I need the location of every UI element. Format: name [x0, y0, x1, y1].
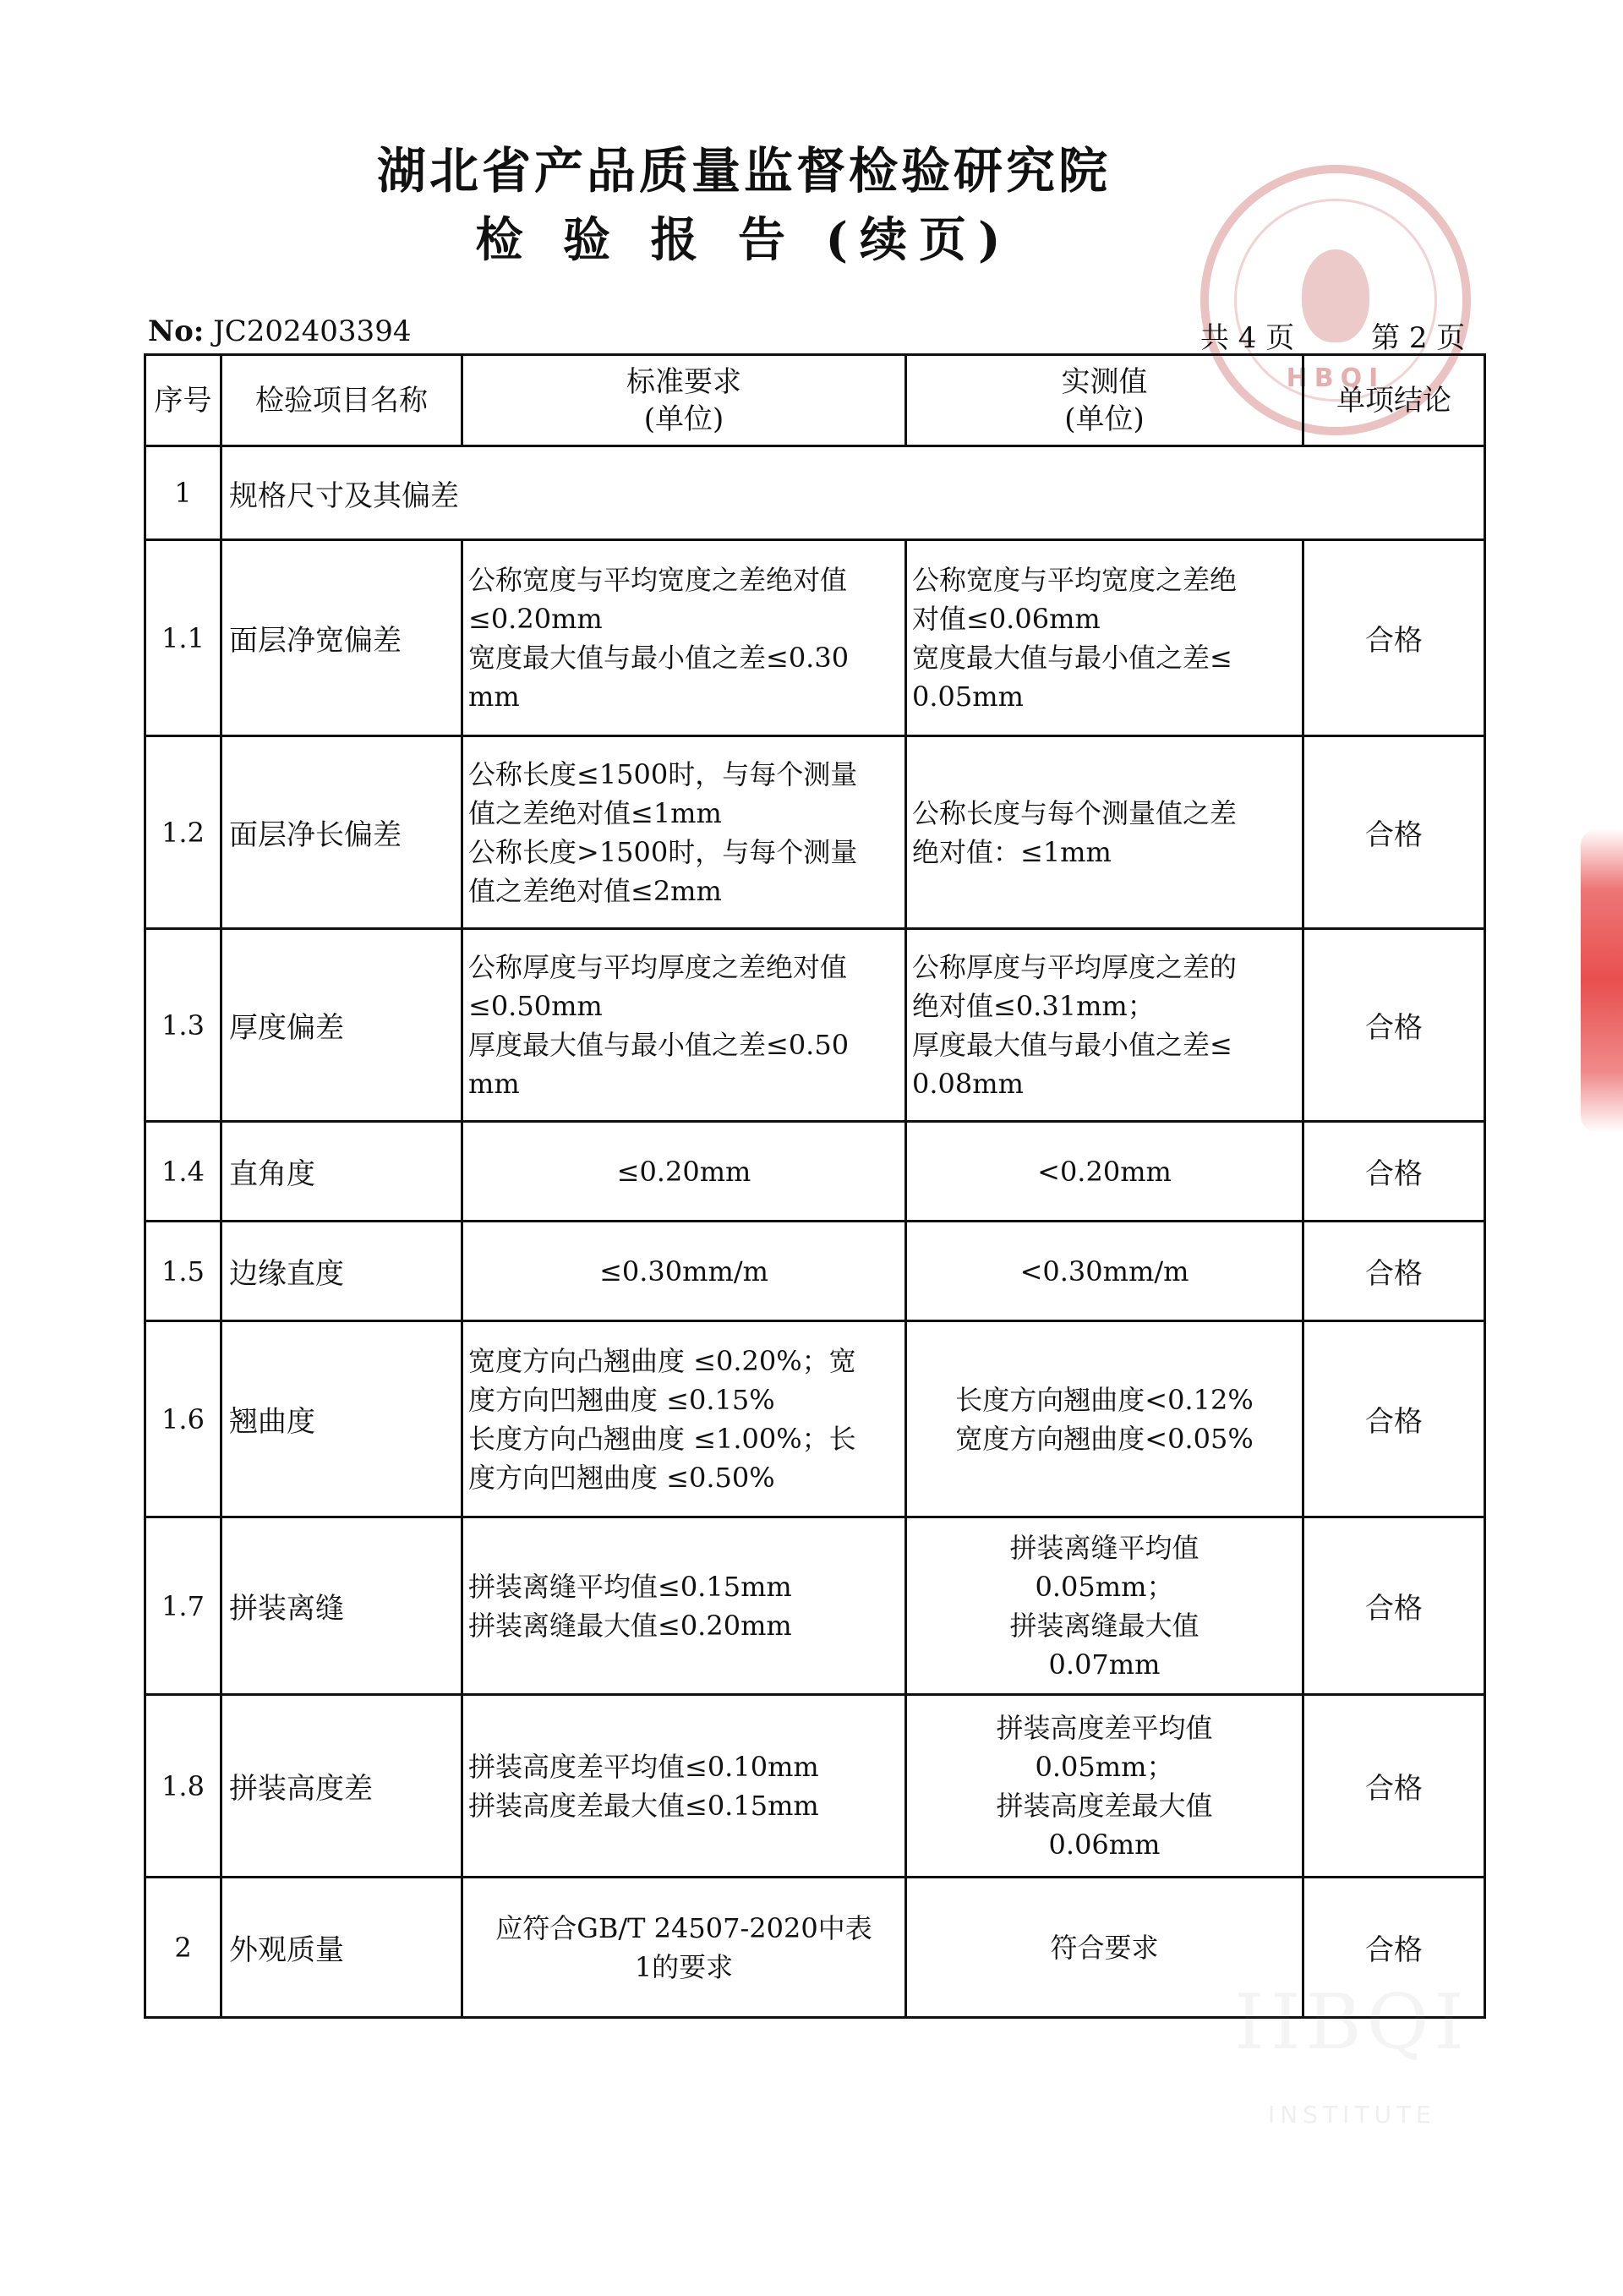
standard-line: 值之差绝对值≤1mm	[468, 796, 722, 829]
document-subtitle: 检 验 报 告 (续页)	[475, 212, 1013, 268]
header-measured	[906, 355, 1303, 446]
table-row	[145, 929, 1485, 1122]
seal-text: HBQI	[1286, 364, 1385, 393]
row-conclusion: 合格	[1303, 929, 1485, 1122]
row-standard	[462, 1878, 906, 2018]
row-seq: 1.6	[145, 1321, 221, 1517]
standard-line: 宽度方向凸翘曲度 ≤0.20%；宽	[468, 1344, 856, 1377]
measured-line: <0.30mm/m	[1019, 1255, 1189, 1287]
standard-line: 公称长度≤1500时，与每个测量	[468, 757, 858, 790]
standard-line: 拼装离缝最大值≤0.20mm	[468, 1609, 792, 1642]
standard-line: 应符合GB/T 24507-2020中表	[495, 1911, 872, 1944]
row-seq: 1.7	[145, 1517, 221, 1695]
measured-line: 宽度方向翘曲度<0.05%	[955, 1422, 1254, 1455]
row-seq: 1.2	[145, 736, 221, 929]
standard-line: mm	[468, 680, 520, 713]
header-conclusion: 单项结论	[1303, 355, 1485, 446]
standard-line: 1的要求	[634, 1950, 734, 1983]
measured-line: 绝对值：≤1mm	[912, 835, 1112, 868]
standard-line: 拼装高度差最大值≤0.15mm	[468, 1789, 819, 1822]
row-item-name: 翘曲度	[221, 1321, 462, 1517]
measured-line: 拼装高度差平均值	[996, 1711, 1213, 1744]
measured-line: <0.20mm	[1037, 1155, 1172, 1188]
page-indicator	[1200, 314, 1465, 356]
standard-line: mm	[468, 1067, 520, 1100]
header-measured-line1: 实测值	[1061, 364, 1148, 399]
standard-line: 拼装离缝平均值≤0.15mm	[468, 1570, 792, 1603]
measured-line: 长度方向翘曲度<0.12%	[955, 1383, 1254, 1416]
edge-stamp	[1581, 828, 1623, 1133]
standard-line: 度方向凹翘曲度 ≤0.15%	[468, 1383, 775, 1416]
section-seq: 1	[145, 446, 221, 540]
row-item-name: 直角度	[221, 1122, 462, 1222]
row-seq: 1.5	[145, 1222, 221, 1321]
standard-line: 宽度最大值与最小值之差≤0.30	[468, 641, 850, 674]
measured-line: 符合要求	[1050, 1931, 1159, 1964]
row-measured	[906, 1222, 1303, 1321]
row-seq: 1.4	[145, 1122, 221, 1222]
row-seq: 1.8	[145, 1695, 221, 1878]
row-conclusion: 合格	[1303, 1321, 1485, 1517]
measured-line: 0.05mm	[912, 680, 1024, 713]
measured-line: 0.07mm	[1048, 1648, 1161, 1681]
row-measured	[906, 1517, 1303, 1695]
measured-line: 拼装高度差最大值	[996, 1789, 1213, 1822]
row-measured	[906, 540, 1303, 736]
measured-line: 绝对值≤0.31mm；	[912, 989, 1155, 1022]
table-row	[145, 1222, 1485, 1321]
row-standard	[462, 1517, 906, 1695]
current-page: 第 2 页	[1371, 321, 1466, 355]
row-standard	[462, 1695, 906, 1878]
row-conclusion: 合格	[1303, 1878, 1485, 2018]
table-row	[145, 1122, 1485, 1222]
standard-line: 值之差绝对值≤2mm	[468, 874, 722, 907]
row-measured	[906, 736, 1303, 929]
standard-line: ≤0.50mm	[468, 989, 603, 1022]
measured-line: 0.08mm	[912, 1067, 1024, 1100]
row-conclusion: 合格	[1303, 540, 1485, 736]
table-row	[145, 1517, 1485, 1695]
standard-line: ≤0.20mm	[468, 602, 603, 635]
table-row	[145, 736, 1485, 929]
row-measured	[906, 1321, 1303, 1517]
measured-line: 拼装离缝最大值	[1009, 1609, 1199, 1642]
table-body	[145, 540, 1485, 2018]
measured-line: 拼装离缝平均值	[1009, 1531, 1199, 1564]
report-number-label: No:	[148, 314, 205, 348]
table-header-row	[145, 355, 1485, 446]
total-pages: 共 4 页	[1200, 321, 1295, 355]
row-standard	[462, 1321, 906, 1517]
standard-line: 公称厚度与平均厚度之差绝对值	[468, 950, 848, 983]
measured-line: 0.06mm	[1048, 1828, 1161, 1861]
header-standard-line2: (单位)	[643, 402, 724, 436]
row-item-name: 外观质量	[221, 1878, 462, 2018]
row-seq: 1.3	[145, 929, 221, 1122]
standard-line: ≤0.20mm	[616, 1155, 751, 1188]
report-number	[148, 314, 411, 348]
row-conclusion: 合格	[1303, 1517, 1485, 1695]
document-title: 湖北省产品质量监督检验研究院	[376, 142, 1111, 200]
row-item-name: 厚度偏差	[221, 929, 462, 1122]
measured-line: 公称宽度与平均宽度之差绝	[912, 563, 1238, 596]
standard-line: 长度方向凸翘曲度 ≤1.00%；长	[468, 1422, 856, 1455]
row-item-name: 边缘直度	[221, 1222, 462, 1321]
row-standard	[462, 1222, 906, 1321]
measured-line: 0.05mm；	[1035, 1570, 1174, 1603]
row-measured	[906, 1122, 1303, 1222]
standard-line: 公称长度>1500时，与每个测量	[468, 835, 858, 868]
header-standard-line1: 标准要求	[626, 364, 741, 399]
row-conclusion: 合格	[1303, 1122, 1485, 1222]
row-standard	[462, 1122, 906, 1222]
row-standard	[462, 736, 906, 929]
row-standard	[462, 929, 906, 1122]
header-measured-line2: (单位)	[1064, 402, 1145, 436]
section-row	[145, 446, 1485, 540]
watermark-sub: INSTITUTE	[1268, 2101, 1436, 2129]
standard-line: 拼装高度差平均值≤0.10mm	[468, 1750, 819, 1783]
table-row	[145, 540, 1485, 736]
standard-line: ≤0.30mm/m	[599, 1255, 768, 1287]
row-item-name: 面层净宽偏差	[221, 540, 462, 736]
measured-line: 厚度最大值与最小值之差≤	[912, 1028, 1232, 1061]
header-item: 检验项目名称	[221, 355, 462, 446]
row-conclusion: 合格	[1303, 1222, 1485, 1321]
row-item-name: 拼装离缝	[221, 1517, 462, 1695]
table-row	[145, 1695, 1485, 1878]
measured-line: 宽度最大值与最小值之差≤	[912, 641, 1232, 674]
table-row	[145, 1321, 1485, 1517]
section-name: 规格尺寸及其偏差	[221, 446, 1485, 540]
watermark: HBQI	[1234, 1978, 1469, 2067]
row-measured	[906, 1695, 1303, 1878]
measured-line: 对值≤0.06mm	[912, 602, 1101, 635]
row-item-name: 面层净长偏差	[221, 736, 462, 929]
standard-line: 厚度最大值与最小值之差≤0.50	[468, 1028, 850, 1061]
row-seq: 2	[145, 1878, 221, 2018]
row-conclusion: 合格	[1303, 736, 1485, 929]
row-standard	[462, 540, 906, 736]
row-measured	[906, 929, 1303, 1122]
header-seq: 序号	[145, 355, 221, 446]
measured-line: 公称厚度与平均厚度之差的	[912, 950, 1238, 983]
row-item-name: 拼装高度差	[221, 1695, 462, 1878]
row-conclusion: 合格	[1303, 1695, 1485, 1878]
header-standard	[462, 355, 906, 446]
measured-line: 公称长度与每个测量值之差	[912, 796, 1238, 829]
report-number-value: JC202403394	[213, 314, 412, 348]
standard-line: 公称宽度与平均宽度之差绝对值	[468, 563, 848, 596]
standard-line: 度方向凹翘曲度 ≤0.50%	[468, 1461, 775, 1494]
measured-line: 0.05mm；	[1035, 1750, 1174, 1783]
inspection-table	[144, 353, 1486, 2019]
row-seq: 1.1	[145, 540, 221, 736]
